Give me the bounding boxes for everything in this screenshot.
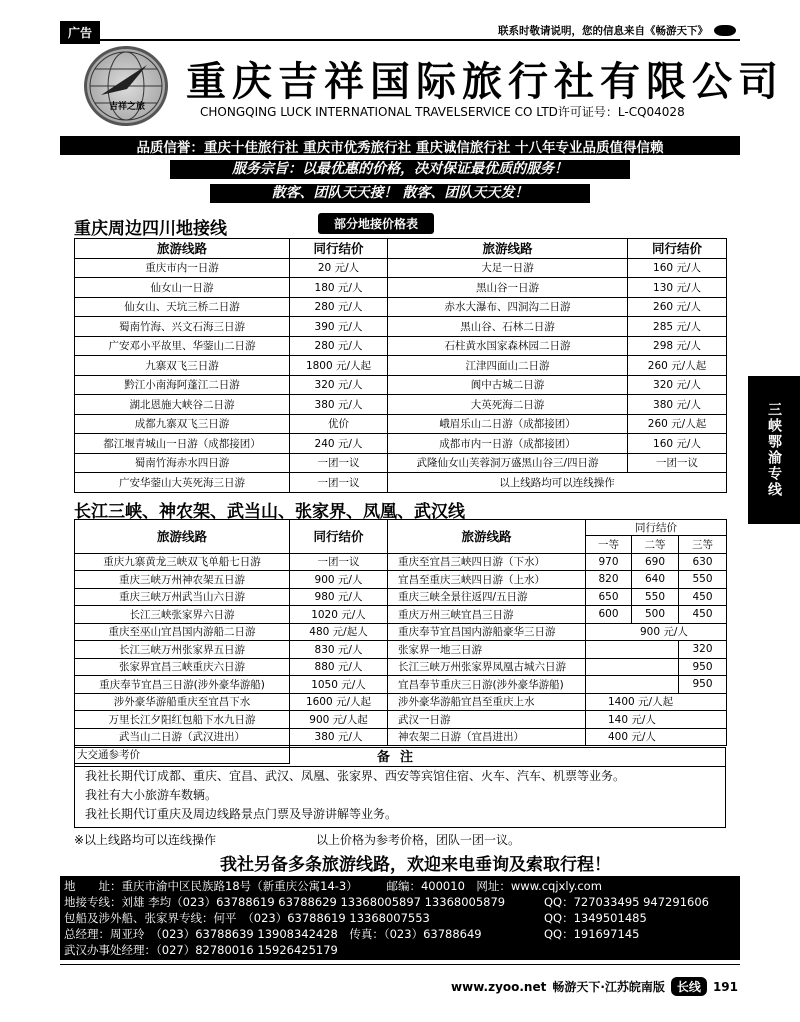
- qq-text: QQ：727033495 947291606: [544, 895, 709, 909]
- col-route: 旅游线路: [75, 520, 290, 554]
- table-row: [75, 588, 727, 606]
- table-cell: 一团一议: [628, 453, 727, 473]
- table-cell: 550: [679, 571, 727, 589]
- table-cell: 武汉一日游: [388, 711, 586, 729]
- service-slogan: 服务宗旨：以最优惠的价格，决对保证最优质的服务！: [170, 160, 630, 179]
- table-cell: 690: [632, 553, 679, 571]
- footer-site[interactable]: www.zyoo.net: [451, 979, 547, 994]
- notes-box: [74, 747, 726, 828]
- footnote-connect: ※以上线路均可以连线操作: [74, 833, 217, 847]
- table-cell: 赤水大瀑布、四洞沟二日游: [388, 297, 628, 317]
- table-cell: 380 元/人: [628, 395, 727, 415]
- table-row: [75, 606, 727, 624]
- table-cell: 石柱黄水国家森林园二日游: [388, 336, 628, 356]
- class-third: 三等: [679, 536, 727, 554]
- page-footer: [451, 977, 738, 996]
- table-cell: 880 元/人: [290, 658, 388, 676]
- table-cell: 宜昌奉节重庆三日游(涉外豪华游船): [388, 676, 586, 694]
- table-cell: 1050 元/人: [290, 676, 388, 694]
- table-cell: 950: [679, 658, 727, 676]
- table-cell: 广安华蓥山大英死海三日游: [75, 473, 290, 493]
- table-row: [75, 676, 727, 694]
- table-cell: 400 元/人: [586, 728, 727, 746]
- table-cell: 黔江小南海阿蓬江二日游: [75, 375, 290, 395]
- table-cell: 成都九寨双飞三日游: [75, 414, 290, 434]
- table-cell: 1400 元/人起: [586, 693, 727, 711]
- table-row: [75, 711, 727, 729]
- note-line: 我社长期代订成都、重庆、宜昌、武汉、凤凰、张家界、西安等宾馆住宿、火车、汽车、机票等业务。: [85, 769, 626, 783]
- table-cell: 900 元/人: [290, 571, 388, 589]
- header-note: [498, 23, 736, 38]
- table-cell: 500: [632, 606, 679, 624]
- table-cell: 重庆至宜昌三峡四日游（下水）: [388, 553, 586, 571]
- table-cell: 重庆奉节宜昌国内游船豪华三日游: [388, 623, 586, 641]
- section1-title: 重庆周边四川地接线: [74, 219, 227, 239]
- table-cell: 550: [632, 588, 679, 606]
- table-row: [75, 395, 727, 415]
- table-cell: 重庆至巫山宜昌国内游船二日游: [75, 623, 290, 641]
- globe-icon: [87, 49, 165, 123]
- bottom-divider: [60, 964, 740, 965]
- daily-slogan: 散客、团队天天接！ 散客、团队天天发！: [210, 184, 590, 203]
- table-cell: 260 元/人起: [628, 414, 727, 434]
- yangtze-price-table: [74, 519, 727, 764]
- table-cell: [586, 658, 679, 676]
- table-cell: 广安邓小平故里、华蓥山二日游: [75, 336, 290, 356]
- col-price: 同行结价: [586, 520, 727, 536]
- table-cell: 涉外豪华游船宜昌至重庆上水: [388, 693, 586, 711]
- col-route: 旅游线路: [388, 520, 586, 554]
- notes-title: 备注: [75, 748, 725, 767]
- table-cell: 重庆三峡万州武当山六日游: [75, 588, 290, 606]
- note-line: 我社有大小旅游车数辆。: [85, 788, 218, 802]
- table-row: [75, 414, 727, 434]
- table-cell: 380 元/人: [290, 395, 388, 415]
- table-cell: 以上线路均可以连线操作: [388, 473, 727, 493]
- website-link[interactable]: www.cqjxly.com: [510, 879, 602, 893]
- table-cell: 都江堰青城山一日游（成都接团）: [75, 434, 290, 454]
- table-cell: 450: [679, 588, 727, 606]
- top-divider: [60, 39, 740, 41]
- company-logo: [84, 46, 168, 126]
- table-cell: 1020 元/人: [290, 606, 388, 624]
- table-cell: 320 元/人: [290, 375, 388, 395]
- table-cell: 640: [632, 571, 679, 589]
- table-row: [75, 658, 727, 676]
- table-cell: 成都市内一日游（成都接团）: [388, 434, 628, 454]
- table-cell: 黑山谷、石林二日游: [388, 317, 628, 337]
- table-row: [75, 375, 727, 395]
- table-row: [75, 336, 727, 356]
- table-cell: 820: [586, 571, 632, 589]
- contact-row: [64, 878, 736, 894]
- contact-box: [60, 876, 740, 960]
- table-cell: 重庆九寨黄龙三峡双飞单船七日游: [75, 553, 290, 571]
- table-row: [75, 623, 727, 641]
- tagline: 我社另备多条旅游线路，欢迎来电垂询及索取行程！: [220, 855, 611, 875]
- table-row: [75, 297, 727, 317]
- sichuan-price-table: [74, 238, 727, 493]
- table-cell: 蜀南竹海赤水四日游: [75, 453, 290, 473]
- table-cell: 240 元/人: [290, 434, 388, 454]
- contact-row: [64, 910, 736, 926]
- table-cell: 650: [586, 588, 632, 606]
- footnote-price: 以上价格为参考价格，团队一团一议。: [316, 833, 521, 847]
- table-cell: 285 元/人: [628, 317, 727, 337]
- table-cell: 130 元/人: [628, 278, 727, 298]
- table-cell: 峨眉乐山二日游（成都接团）: [388, 414, 628, 434]
- header-note-text: 联系时敬请说明，您的信息来自《畅游天下》: [498, 25, 708, 37]
- table-cell: 20 元/人: [290, 258, 388, 278]
- table-row: [75, 553, 727, 571]
- col-price: 同行结价: [290, 239, 388, 259]
- table-cell: 重庆万州三峡宜昌三日游: [388, 606, 586, 624]
- col-route: 旅游线路: [388, 239, 628, 259]
- table-cell: 蜀南竹海、兴文石海三日游: [75, 317, 290, 337]
- table-cell: 900 元/人起: [290, 711, 388, 729]
- table-cell: 黑山谷一日游: [388, 278, 628, 298]
- ad-tag: 广告: [60, 21, 100, 44]
- class-first: 一等: [586, 536, 632, 554]
- table-cell: 320: [679, 641, 727, 659]
- table-cell: 大英死海二日游: [388, 395, 628, 415]
- col-price: 同行结价: [628, 239, 727, 259]
- table-cell: 仙女山一日游: [75, 278, 290, 298]
- table-cell: 一团一议: [290, 473, 388, 493]
- table-cell: 830 元/人: [290, 641, 388, 659]
- table-cell: 武隆仙女山芙蓉洞万盛黑山谷三/四日游: [388, 453, 628, 473]
- table-cell: 298 元/人: [628, 336, 727, 356]
- table-cell: 仙女山、天坑三桥二日游: [75, 297, 290, 317]
- table-cell: 160 元/人: [628, 434, 727, 454]
- table-cell: 重庆市内一日游: [75, 258, 290, 278]
- table-cell: 160 元/人: [628, 258, 727, 278]
- qq-text: QQ：191697145: [544, 927, 640, 941]
- table-cell: 重庆奉节宜昌三日游(涉外豪华游船): [75, 676, 290, 694]
- table-cell: 180 元/人: [290, 278, 388, 298]
- company-name: 重庆吉祥国际旅行社有限公司: [186, 58, 784, 105]
- table-cell: 970: [586, 553, 632, 571]
- quality-banner: 品质信誉：重庆十佳旅行社 重庆市优秀旅行社 重庆诚信旅行社 十八年专业品质值得信赖: [60, 136, 740, 155]
- table-cell: 900 元/人: [586, 623, 727, 641]
- table-header: [75, 239, 727, 259]
- table-cell: 大足一日游: [388, 258, 628, 278]
- side-tab: [748, 376, 800, 524]
- table-cell: [586, 641, 679, 659]
- table-cell: 320 元/人: [628, 375, 727, 395]
- company-name-en: CHONGQING LUCK INTERNATIONAL TRAVELSERVICE CO LTD许可证号：L-CQ04028: [200, 105, 685, 119]
- table-cell: 260 元/人起: [628, 356, 727, 376]
- address-text: 地 址：重庆市渝中区民族路18号（新重庆公寓14-3） 邮编：400010 网址：: [64, 879, 511, 893]
- table-cell: 武当山二日游（武汉进出）: [75, 728, 290, 746]
- transport-label: 大交通参考价: [75, 746, 290, 764]
- col-price: 同行结价: [290, 520, 388, 554]
- footer-magazine: 畅游天下·江苏皖南版: [552, 980, 665, 994]
- page-number: 191: [712, 979, 738, 994]
- table-cell: 600: [586, 606, 632, 624]
- table-row: [75, 641, 727, 659]
- table-cell: 万里长江夕阳红包船下水九日游: [75, 711, 290, 729]
- table-row: [75, 317, 727, 337]
- table-cell: 1600 元/人起: [290, 693, 388, 711]
- table-row: [75, 278, 727, 298]
- price-table-badge: 部分地接价格表: [318, 213, 434, 234]
- table-cell: 260 元/人: [628, 297, 727, 317]
- svg-text:吉祥之旅: 吉祥之旅: [109, 102, 146, 112]
- table-cell: 江津四面山二日游: [388, 356, 628, 376]
- note-line: 我社长期代订重庆及周边线路景点门票及导游讲解等业务。: [85, 807, 398, 821]
- table-cell: 重庆三峡万州神农架五日游: [75, 571, 290, 589]
- table-cell: 630: [679, 553, 727, 571]
- table-cell: 长江三峡张家界六日游: [75, 606, 290, 624]
- table-cell: 140 元/人: [586, 711, 727, 729]
- table-row: [75, 258, 727, 278]
- table-cell: 宜昌至重庆三峡四日游（上水）: [388, 571, 586, 589]
- table-row: [75, 693, 727, 711]
- table-row: [75, 434, 727, 454]
- contact-row: [64, 942, 736, 958]
- qq-text: QQ：1349501485: [544, 911, 647, 925]
- table-cell: 一团一议: [290, 453, 388, 473]
- table-row: [75, 571, 727, 589]
- table-row: [75, 473, 727, 493]
- table-cell: 480 元/起人: [290, 623, 388, 641]
- contact-text: 武汉办事处经理：（027）82780016 15926425179: [64, 943, 338, 957]
- contact-text: 包船及涉外船、张家界专线：何平 （023）63788619 13368007553: [64, 911, 430, 925]
- table-cell: 280 元/人: [290, 336, 388, 356]
- table-cell: 湖北恩施大峡谷二日游: [75, 395, 290, 415]
- table-header: [75, 520, 727, 536]
- contact-text: 总经理：周亚玲 （023）63788639 13908342428 传真：（023）63788649: [64, 927, 482, 941]
- contact-text: 地接专线：刘雄 李均（023）63788619 63788629 13368005897 13368005879: [64, 895, 506, 909]
- table-cell: 神农架二日游（宜昌进出）: [388, 728, 586, 746]
- table-cell: 张家界一地三日游: [388, 641, 586, 659]
- magazine-logo-icon: [714, 25, 736, 36]
- table-row: [75, 356, 727, 376]
- table-cell: 390 元/人: [290, 317, 388, 337]
- table-cell: 380 元/人: [290, 728, 388, 746]
- table-cell: 长江三峡万州张家界五日游: [75, 641, 290, 659]
- table-cell: 涉外豪华游船重庆至宜昌下水: [75, 693, 290, 711]
- table-cell: 九寨双飞三日游: [75, 356, 290, 376]
- table-cell: 450: [679, 606, 727, 624]
- table-cell: [586, 676, 679, 694]
- table-cell: 一团一议: [290, 553, 388, 571]
- table-cell: 1800 元/人起: [290, 356, 388, 376]
- table-cell: 张家界宜昌三峡重庆六日游: [75, 658, 290, 676]
- table-cell: 280 元/人: [290, 297, 388, 317]
- class-second: 二等: [632, 536, 679, 554]
- footer-chip: 长线: [671, 977, 707, 996]
- table-cell: 长江三峡万州张家界凤凰古城六日游: [388, 658, 586, 676]
- table-cell: 阆中古城二日游: [388, 375, 628, 395]
- table-cell: 重庆三峡全景往返四/五日游: [388, 588, 586, 606]
- contact-row: [64, 926, 736, 942]
- col-route: 旅游线路: [75, 239, 290, 259]
- contact-row: [64, 894, 736, 910]
- table-row: [75, 453, 727, 473]
- table-cell: 980 元/人: [290, 588, 388, 606]
- side-tab-label: 三峡鄂渝专线: [766, 402, 782, 498]
- section2-title: 长江三峡、神农架、武当山、张家界、凤凰、武汉线: [74, 502, 465, 522]
- table-cell: 950: [679, 676, 727, 694]
- table-cell: 优价: [290, 414, 388, 434]
- table-row: [75, 728, 727, 746]
